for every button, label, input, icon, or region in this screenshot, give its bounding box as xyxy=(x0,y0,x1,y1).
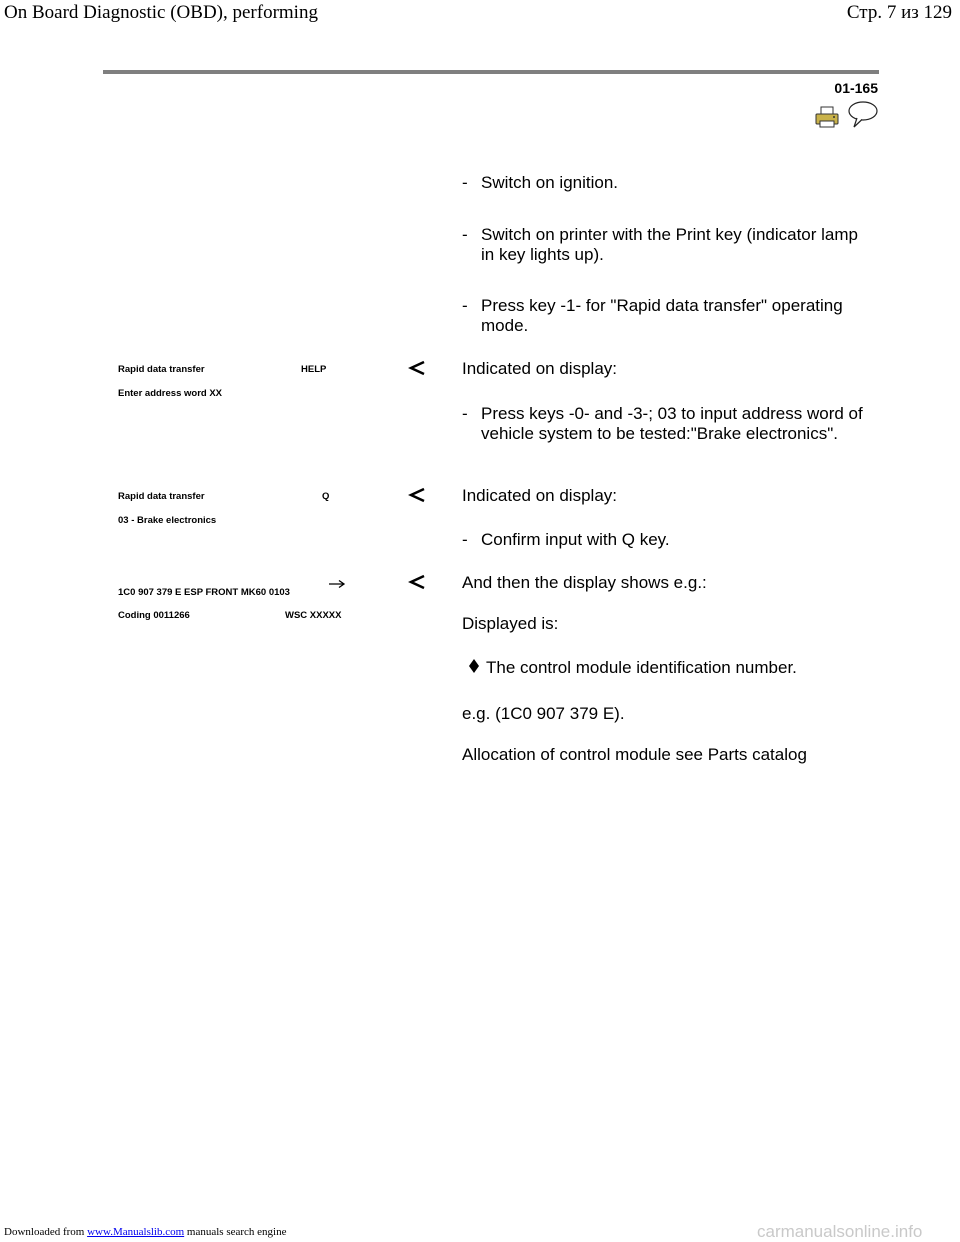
step-text: Switch on ignition. xyxy=(481,173,619,192)
step-dash: - xyxy=(462,225,468,244)
download-source xyxy=(4,1226,286,1238)
step-text: Confirm input with Q key. xyxy=(481,530,670,549)
allocation-text: Allocation of control module see Parts catalog xyxy=(462,745,807,764)
step-switch-printer xyxy=(462,225,872,265)
display2-line1-left: Rapid data transfer xyxy=(118,491,205,502)
step-text: Press keys -0- and -3-; 03 to input address word of vehicle system to be tested:"Brake electronics". xyxy=(481,404,863,443)
display2-line2: 03 - Brake electronics xyxy=(118,515,217,526)
arrow-left-icon xyxy=(408,573,426,591)
display3-line2-right: WSC XXXXX xyxy=(285,610,342,621)
watermark: carmanualsonline.info xyxy=(757,1222,923,1241)
step-text: Switch on printer with the Print key (indicator lamp in key lights up). xyxy=(481,225,858,264)
diamond-bullet-icon xyxy=(469,659,479,673)
footer-suffix: manuals search engine xyxy=(186,1226,287,1238)
bullet-text: The control module identification number. xyxy=(486,658,797,677)
manualslib-link[interactable]: www.Manualslib.com xyxy=(87,1226,185,1238)
displayed-is: Displayed is: xyxy=(462,614,559,633)
display1-line1-right: HELP xyxy=(301,364,327,375)
display3-line2-left: Coding 0011266 xyxy=(118,610,190,621)
arrow-right-icon xyxy=(328,579,346,589)
then-display-shows: And then the display shows e.g.: xyxy=(462,573,707,592)
step-dash: - xyxy=(462,296,468,315)
step-dash: - xyxy=(462,530,468,549)
downloaded-from-label: Downloaded from xyxy=(4,1226,85,1238)
display2-line1-right: Q xyxy=(322,491,330,502)
display3-line1: 1C0 907 379 E ESP FRONT MK60 0103 xyxy=(118,587,290,598)
document-title: On Board Diagnostic (OBD), performing xyxy=(4,2,318,23)
step-press-key-1 xyxy=(462,296,872,336)
example-text: e.g. (1C0 907 379 E). xyxy=(462,704,625,723)
page-number: 01-165 xyxy=(834,80,878,96)
page-counter: Стр. 7 из 129 xyxy=(846,2,952,23)
arrow-left-icon xyxy=(408,359,426,377)
step-press-keys-03 xyxy=(462,404,872,444)
printer-icon[interactable] xyxy=(815,106,839,128)
step-dash: - xyxy=(462,173,468,192)
step-text: Press key -1- for "Rapid data transfer" operating mode. xyxy=(481,296,843,335)
step-switch-ignition xyxy=(462,173,872,193)
indicated-on-display-2: Indicated on display: xyxy=(462,486,617,505)
display1-line1-left: Rapid data transfer xyxy=(118,364,205,375)
comment-icon[interactable] xyxy=(847,100,879,128)
indicated-on-display-1: Indicated on display: xyxy=(462,359,617,378)
display1-line2: Enter address word XX xyxy=(118,388,223,399)
arrow-left-icon xyxy=(408,486,426,504)
step-dash: - xyxy=(462,404,468,423)
step-confirm-q xyxy=(462,530,872,550)
header-divider xyxy=(103,70,879,74)
